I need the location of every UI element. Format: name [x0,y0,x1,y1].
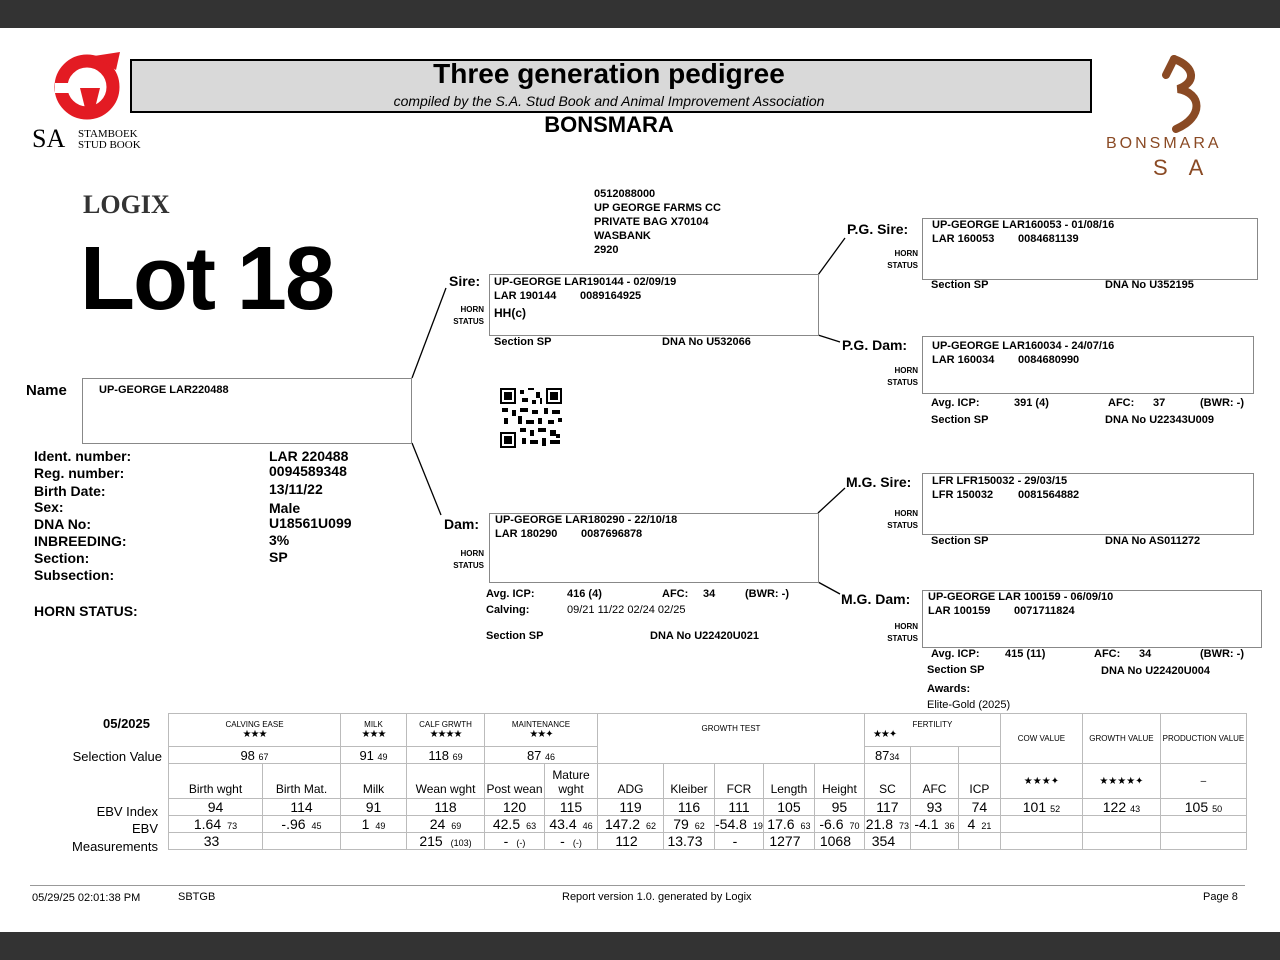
group-cow-value: COW VALUE [1000,714,1082,764]
ebv-cell [545,816,598,833]
detail-inbreeding-value: 3% [269,532,290,548]
ebv-accuracy: 62 [646,821,657,831]
ebv-cell [864,816,910,833]
mg-sire-lar: LFR 150032 [932,489,994,501]
selection-milk [341,747,407,764]
measurements-row [169,833,1247,850]
sire-dna: DNA No U532066 [662,336,751,348]
pg-dam-reg: 0084680990 [1018,354,1080,366]
ebv-index-cell: 120 [485,799,545,816]
footer-rule [30,885,1245,886]
group-fertility-label: FERTILITY [912,720,953,729]
milk-stars-icon: ★★★ [361,729,386,740]
pg-sire-box [922,218,1258,280]
ebv-index-cell: 118 [407,799,485,816]
mg-dam-label: M.G. Dam: [841,591,911,607]
pg-dam-bwr: (BWR: -) [1200,397,1244,409]
group-maintenance-label: MAINTENANCE [511,720,571,729]
sire-box [489,274,819,336]
group-milk [341,714,407,747]
detail-ident-value: LAR 220488 [269,448,349,464]
value-index-cow-value: 101 [1022,799,1047,815]
detail-subsection: Subsection: [34,567,115,583]
ebv-cell [814,816,864,833]
row-label-selection: Selection Value [72,749,162,764]
column-header-3: Wean wght [407,764,485,799]
detail-birth-value: 13/11/22 [269,481,323,497]
ebv-index-cell: 94 [169,799,263,816]
dam-bwr: (BWR: -) [745,588,789,600]
ebv-cell [598,816,664,833]
measurement-cell [407,833,485,850]
ebv-value: -4.1 [914,816,939,832]
mg-sire-box [922,473,1254,535]
pg-sire-name: UP-GEORGE LAR160053 - 01/08/16 [932,219,1115,231]
ebv-value: -54.8 [715,816,747,832]
detail-sex: Sex: [34,499,64,515]
mg-dam-box [922,590,1262,648]
mg-sire-label: M.G. Sire: [846,474,912,490]
ebv-accuracy: 70 [849,821,860,831]
breed-title: BONSMARA [544,112,674,137]
pg-sire-dna: DNA No U352195 [1105,279,1194,291]
detail-dna-value: U18561U099 [269,515,352,531]
detail-dna: DNA No: [34,516,92,532]
row-label-measurements: Measurements [72,839,158,854]
measurement-value: 215 [419,833,443,849]
dam-lar: LAR 180290 [495,528,558,540]
dam-box [489,513,819,583]
ebv-cell [169,816,263,833]
dam-calving-label: Calving: [486,604,530,616]
breeder-name: UP GEORGE FARMS CC [594,202,721,214]
pg-dam-label: P.G. Dam: [842,337,908,353]
ebv-accuracy: 73 [227,821,238,831]
column-header-row [169,764,1247,799]
measurement-empty-cell [1000,833,1082,850]
sire-section: Section SP [494,336,552,348]
calving-ease-stars-icon: ★★★ [242,729,267,740]
value-index-growth-value: 122 [1102,799,1127,815]
group-calf-growth-label: CALF GRWTH [419,720,472,729]
measurement-cell [864,833,910,850]
calf-growth-stars-icon: ★★★★ [429,729,462,740]
ebv-cell [958,816,1000,833]
mg-dam-dna: DNA No U22420U004 [1101,665,1211,677]
ebv-accuracy: 63 [800,821,811,831]
ebv-value: 17.6 [767,816,795,832]
ebv-index-cell: 117 [864,799,910,816]
pg-sire-reg: 0084681139 [1018,233,1079,245]
group-production-value: PRODUCTION VALUE [1160,714,1246,764]
column-header-6: ADG [598,764,664,799]
mg-dam-icp: 415 (11) [1005,648,1046,660]
ebv-value: 4 [967,816,976,832]
measurement-value: - [732,833,738,849]
measurement-cell [341,833,407,850]
cow-value-stars [1000,764,1082,799]
sire-lar: LAR 190144 [494,290,557,302]
measurement-cell [814,833,864,850]
ebv-group-header-row [169,714,1247,747]
value-index-production-value: 105 [1184,799,1209,815]
mg-dam-reg: 0071711824 [1014,605,1075,617]
mg-sire-name: LFR LFR150032 - 29/03/15 [932,475,1068,487]
measurement-cell [598,833,664,850]
studbook-stamboek-text: STAMBOEK [78,128,138,140]
detail-reg-value: 0094589348 [269,463,347,479]
selection-maintenance-acc: 46 [545,751,556,762]
pg-sire-section: Section SP [931,279,989,291]
dam-calving: 09/21 11/22 02/24 02/25 [567,604,686,616]
ebv-value: 1 [361,816,370,832]
ebv-cell [763,816,814,833]
column-header-0: Birth wght [169,764,263,799]
detail-reg: Reg. number: [34,465,125,481]
sire-label: Sire: [449,273,481,289]
dam-dna: DNA No U22420U021 [650,630,760,642]
measurement-value: 112 [615,833,638,849]
dam-icp-label: Avg. ICP: [486,588,535,600]
group-calving-ease-label: CALVING EASE [225,720,284,729]
column-header-12: AFC [910,764,958,799]
detail-horn-status: HORN STATUS: [34,603,138,619]
ebv-cell [664,816,715,833]
value-index-production-acc: 50 [1212,804,1223,814]
pg-dam-afc: 37 [1153,397,1166,409]
ebv-accuracy: 45 [311,821,322,831]
selection-milk-acc: 49 [377,751,388,762]
ebv-value: 42.5 [492,816,521,832]
mg-dam-section: Section SP [927,664,985,676]
selection-fertility-empty-2 [958,747,1000,764]
page-subtitle: compiled by the S.A. Stud Book and Animal Improvement Association [393,93,825,109]
column-header-7: Kleiber [664,764,715,799]
production-value-stars [1160,764,1246,799]
qr-code-icon [500,388,562,448]
measurement-cell [169,833,263,850]
breeder-town: WASBANK [594,230,651,242]
selection-fertility-value: 87 [874,747,890,763]
ebv-cell [485,816,545,833]
ebv-index-cell: 105 [763,799,814,816]
measurement-value: 1277 [769,833,801,849]
mg-dam-icp-label: Avg. ICP: [931,648,980,660]
ebv-index-cell: 115 [545,799,598,816]
selection-calf-growth-acc: 69 [452,751,463,762]
value-index-production [1160,799,1246,816]
pg-dam-lar: LAR 160034 [932,354,995,366]
maintenance-stars-icon: ★★✦ [529,729,553,740]
sire-name: UP-GEORGE LAR190144 - 02/09/19 [494,276,677,288]
detail-section-value: SP [269,549,288,565]
dam-afc: 34 [703,588,716,600]
ebv-accuracy: 21 [981,821,992,831]
pg-sire-lar: LAR 160053 [932,233,995,245]
ebv-accuracy: 49 [375,821,386,831]
mg-sire-horn-status-label: HORN STATUS [887,509,918,530]
selection-fertility-acc: 34 [889,751,900,762]
ebv-cell [263,816,341,833]
value-index-growth-acc: 43 [1130,804,1141,814]
column-header-8: FCR [715,764,764,799]
breeder-phone: 0512088000 [594,188,656,200]
dam-section: Section SP [486,630,544,642]
dam-label: Dam: [444,516,480,532]
ebv-index-row [169,799,1247,816]
selection-calf-growth [407,747,485,764]
ebv-index-cell: 111 [715,799,764,816]
ebv-accuracy: 63 [526,821,537,831]
column-header-10: Height [814,764,864,799]
bonsmara-logo-sa: S A [1153,155,1212,180]
ebv-cell [910,816,958,833]
group-growth-test: GROWTH TEST [598,714,865,764]
detail-birth: Birth Date: [34,483,106,499]
selection-maintenance [485,747,598,764]
row-label-ebv-index: EBV Index [96,804,158,819]
ebv-value: 43.4 [549,816,577,832]
ebv-accuracy: 19 [752,821,763,831]
measurement-value: - [560,833,565,849]
detail-section: Section: [34,550,90,566]
dam-icp: 416 (4) [567,588,602,600]
pg-sire-horn-status-label: HORN STATUS [887,249,918,270]
growth-value-stars [1082,764,1160,799]
ebv-value: 147.2 [604,816,641,832]
selection-fertility [864,747,910,764]
studbook-studbook-text: STUD BOOK [78,139,141,151]
measurement-cell [545,833,598,850]
pg-dam-icp-label: Avg. ICP: [931,397,980,409]
ebv-accuracy: 46 [582,821,593,831]
pg-dam-dna: DNA No U22343U009 [1105,414,1215,426]
ebv-accuracy: 62 [694,821,705,831]
selection-calf-growth-value: 118 [428,747,450,763]
footer-page: Page 8 [1203,891,1238,903]
mg-dam-awards: Elite-Gold (2025) [927,699,1011,711]
detail-ident: Ident. number: [34,448,132,464]
selection-maintenance-value: 87 [526,747,542,763]
dam-afc-label: AFC: [662,588,689,600]
bottom-bar [0,932,1280,960]
cow-value-stars-icon: ★★★✦ [1023,775,1060,787]
ebv-value: -.96 [281,816,306,832]
ebv-accuracy: 36 [944,821,955,831]
selection-calving-ease [169,747,341,764]
group-calf-growth [407,714,485,747]
measurement-cell [664,833,715,850]
ebv-row [169,816,1247,833]
measurement-cell [715,833,764,850]
measurement-value: 1068 [819,833,852,849]
pg-sire-label: P.G. Sire: [847,221,909,237]
ebv-index-cell: 91 [341,799,407,816]
group-maintenance [485,714,598,747]
lot-number: Lot 18 [80,229,334,329]
pg-dam-name: UP-GEORGE LAR160034 - 24/07/16 [932,340,1115,352]
column-header-5: Mature wght [545,764,598,799]
ebv-cell [341,816,407,833]
measurement-value: 354 [871,833,896,849]
ebv-value: 24 [429,816,446,832]
ebv-empty-cell [1000,816,1082,833]
value-index-cow [1000,799,1082,816]
measurement-value: 13.73 [667,833,703,849]
measurement-cell [485,833,545,850]
selection-fertility-empty-1 [910,747,958,764]
footer-report: Report version 1.0. generated by Logix [562,891,752,903]
measurement-extra: (103) [450,838,472,848]
name-label: Name [26,382,67,399]
animal-name: UP-GEORGE LAR220488 [99,384,229,396]
measurement-value: - [503,833,509,849]
ebv-index-cell: 95 [814,799,864,816]
detail-sex-value: Male [269,500,301,516]
mg-sire-reg: 0081564882 [1018,489,1080,501]
value-index-cow-acc: 52 [1050,804,1061,814]
mg-dam-afc-label: AFC: [1094,648,1121,660]
column-header-1: Birth Mat. [263,764,341,799]
sire-horn-status-label: HORN STATUS [453,305,484,326]
footer-code: SBTGB [178,891,216,903]
ebv-index-cell: 74 [958,799,1000,816]
measurement-value: 33 [203,833,220,849]
ebv-index-cell: 116 [664,799,715,816]
page-title: Three generation pedigree [433,58,785,89]
measurement-cell [958,833,1000,850]
group-fertility [864,714,1000,747]
mg-dam-bwr: (BWR: -) [1200,648,1244,660]
column-header-9: Length [763,764,814,799]
production-value-stars-icon: – [1200,775,1207,787]
pg-dam-box [922,336,1254,394]
column-header-11: SC [864,764,910,799]
value-index-growth [1082,799,1160,816]
column-header-4: Post wean [485,764,545,799]
pg-dam-afc-label: AFC: [1108,397,1135,409]
detail-inbreeding: INBREEDING: [34,533,127,549]
breeder-postcode: 2920 [594,244,619,256]
ebv-value: 79 [673,816,689,832]
selection-calving-ease-acc: 67 [258,751,269,762]
ebv-table [168,713,1247,850]
measurement-empty-cell [1082,833,1160,850]
ebv-value: -6.6 [819,816,844,832]
sire-horn-value: HH(c) [494,306,526,320]
column-header-13: ICP [958,764,1000,799]
ebv-index-cell: 114 [263,799,341,816]
measurement-empty-cell [1160,833,1246,850]
measurement-cell [263,833,341,850]
ebv-cell [715,816,764,833]
ebv-accuracy: 69 [451,821,462,831]
measurement-cell [763,833,814,850]
row-label-ebv: EBV [131,821,158,836]
bonsmara-logo-text: BONSMARA [1106,135,1222,152]
mg-dam-name: UP-GEORGE LAR 100159 - 06/09/10 [928,591,1114,603]
column-header-2: Milk [341,764,407,799]
dam-horn-status-label: HORN STATUS [453,549,484,570]
mg-sire-dna: DNA No AS011272 [1105,535,1201,547]
measurement-extra: (-) [516,838,526,848]
ebv-empty-cell [1160,816,1246,833]
sire-reg: 0089164925 [580,290,642,302]
ebv-cell [407,816,485,833]
fertility-stars-icon: ★★✦ [872,729,897,740]
footer-timestamp: 05/29/25 02:01:38 PM [32,892,141,904]
ebv-index-cell: 93 [910,799,958,816]
growth-value-stars-icon: ★★★★✦ [1099,775,1144,787]
mg-dam-awards-label: Awards: [927,683,971,695]
pg-dam-icp: 391 (4) [1014,397,1049,409]
measurement-cell [910,833,958,850]
mg-sire-section: Section SP [931,535,989,547]
mg-dam-horn-status-label: HORN STATUS [887,622,918,643]
logix-logo: LOGIX [83,190,170,219]
ebv-accuracy: 73 [899,821,910,831]
group-milk-label: MILK [364,720,383,729]
group-growth-value: GROWTH VALUE [1082,714,1160,764]
animal-name-box [82,378,412,444]
breeder-address-line: PRIVATE BAG X70104 [594,216,709,228]
ebv-value: 21.8 [865,816,894,832]
mg-dam-lar: LAR 100159 [928,605,991,617]
ebv-date: 05/2025 [103,716,150,731]
selection-milk-value: 91 [359,747,374,763]
measurement-extra: (-) [572,838,582,848]
pg-dam-section: Section SP [931,414,989,426]
ebv-index-cell: 119 [598,799,664,816]
dam-reg: 0087696878 [581,528,643,540]
pg-dam-horn-status-label: HORN STATUS [887,366,918,387]
selection-calving-ease-value: 98 [240,747,255,763]
mg-dam-afc: 34 [1139,648,1152,660]
dam-name: UP-GEORGE LAR180290 - 22/10/18 [495,514,678,526]
ebv-value: 1.64 [193,816,222,832]
group-calving-ease [169,714,341,747]
studbook-sa-text: SA [32,124,66,153]
ebv-empty-cell [1082,816,1160,833]
